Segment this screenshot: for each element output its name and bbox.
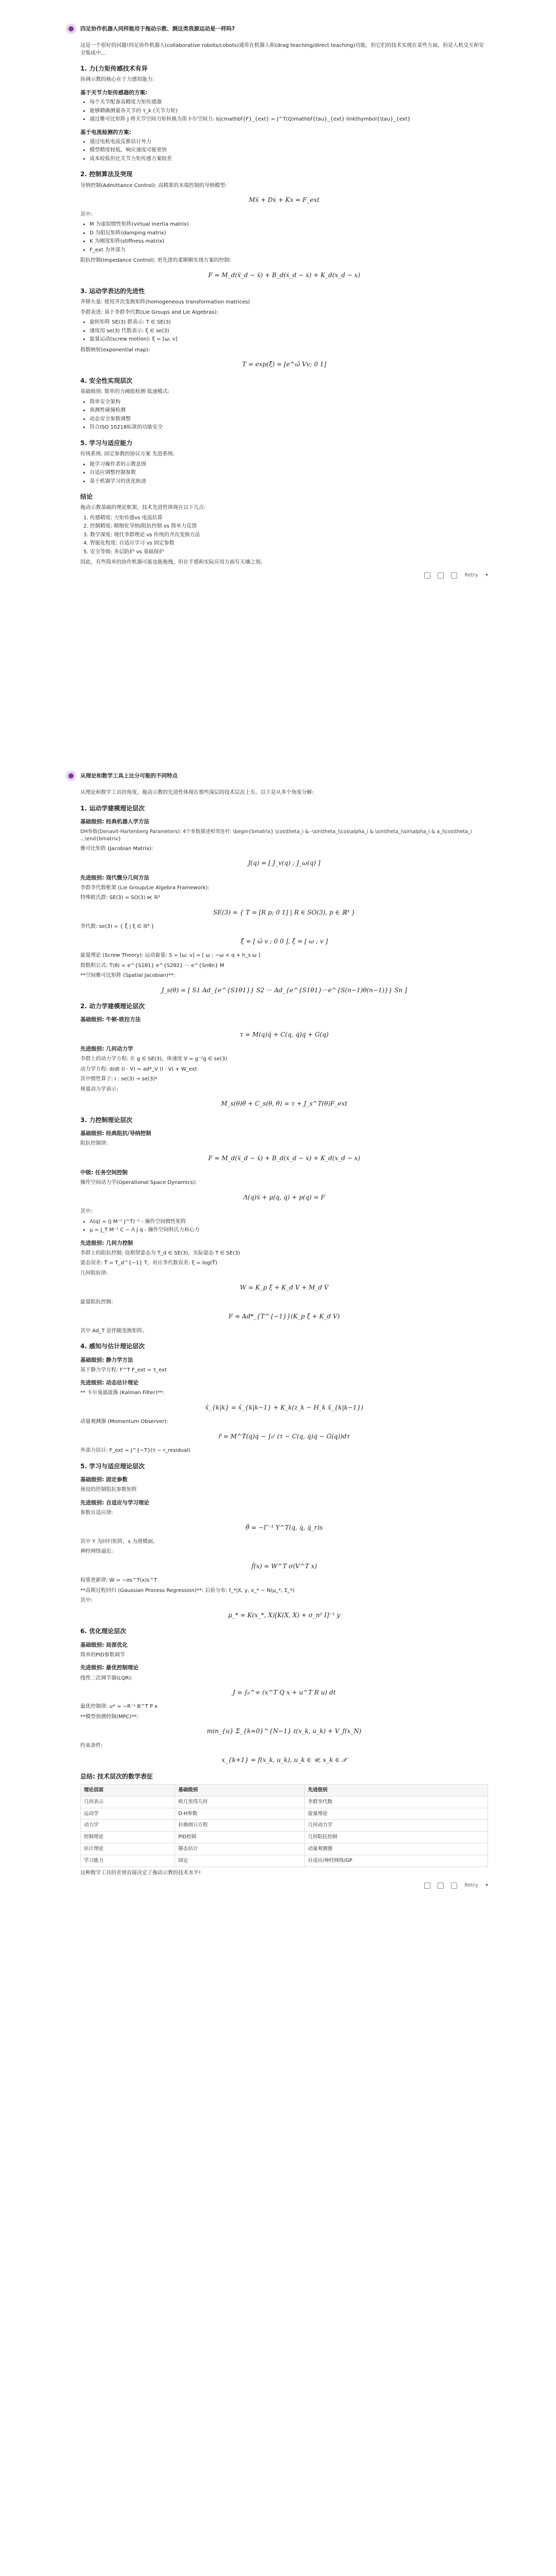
equation: W = K_p ξ + K_d V + M_d V̇	[239, 1284, 329, 1292]
subheading: 基础级别: 固定参数	[80, 1477, 128, 1483]
paragraph: **高斯过程回归 (Gaussian Process Regression)**: 后验分布: f_*|X, y, x_* ~ N(μ_*, Σ_*)	[80, 1587, 295, 1594]
table-cell: 几何动力学	[305, 1820, 488, 1832]
equation: f̂(x) = W^T σ(V^T x)	[251, 1562, 317, 1570]
table-header: 理论层面	[81, 1785, 175, 1797]
thumbs-down-icon[interactable]	[451, 1883, 457, 1889]
list-item: • Λ(q) = (J M⁻¹ J^T)⁻¹ - 操作空间惯性矩阵	[90, 1218, 488, 1226]
paragraph: 其中 Ad_T 是伴随变换矩阵。	[80, 1328, 148, 1334]
message-actions	[80, 572, 488, 580]
user-message-1	[66, 24, 488, 34]
paragraph: 李群上的阻抗控制: 设期望姿态为 T_d ∈ SE(3)，实际姿态 T ∈ SE(3)	[80, 1250, 240, 1256]
table-cell: 几何表示	[81, 1796, 175, 1808]
section-title: 1. 力(力矩传感技术有异	[80, 65, 148, 72]
copy-icon[interactable]	[424, 572, 430, 579]
equation: r̂ = M^T(q)q̇ − ∫₀ᵗ (τ − C(q, q̇)q̇ − G(q))dτ	[218, 1432, 350, 1440]
subheading: 基础级别: 经典阻抗/导纳控制	[80, 1130, 151, 1137]
paragraph: 协调示教的核心在于力感知能力:	[80, 77, 154, 83]
section-title: 结论	[80, 493, 93, 501]
equation: F = Ad*_{T^{−1}}(K_p ξ + K_d V)	[229, 1313, 340, 1320]
table-cell: 静态估计	[175, 1843, 305, 1855]
list-item: • μ = J_T M⁻¹ C − Λ J̇ q̇ - 操作空间科氏力和心力	[90, 1227, 488, 1234]
list-item: • D 为阻尼矩阵(damping matrix)	[90, 230, 488, 238]
paragraph: 其中惯性算子: I : se(3) → se(3)*	[80, 1076, 158, 1082]
chevron-down-icon[interactable]: ▾	[485, 1883, 488, 1888]
paragraph: 指数积公式: T(θ) = e^{S1θ1} e^{S2θ2} ··· e^{Snθn} M	[80, 962, 224, 969]
thumbs-up-icon[interactable]	[438, 572, 444, 579]
bullet-list	[80, 139, 488, 163]
subheading: 基础级别: 牛顿-欧拉方法	[80, 1016, 141, 1023]
subheading: 先进级别: 现代微分几何方法	[80, 874, 149, 881]
paragraph: 线性二次调节器(LQR):	[80, 1675, 133, 1681]
paragraph: 其中:	[80, 1598, 93, 1604]
list-item: • 旋转矩阵 SE(3) 群表示: T ∈ SE(3)	[90, 319, 488, 327]
bullet-list	[80, 399, 488, 432]
equation: θ̂̇ = −Γ⁻¹ Y^T(q, q̇, q̈_r)s	[246, 1523, 323, 1531]
assistant-response-1	[80, 42, 488, 579]
paragraph: 传统系统: 固定参数的协议方案 先进系统:	[80, 451, 175, 457]
paragraph: 导纳控制(Admittance Control): 高精准的末端控制的导纳模型:	[80, 182, 227, 189]
user-question: 四足协作机器人同样能用于拖动示教、测这类我源运动是一样吗?	[80, 26, 235, 32]
table-cell: 动力学	[81, 1820, 175, 1832]
numbered-list	[80, 515, 488, 556]
list-item: • 基于机器学习的优化轨迹	[90, 478, 488, 486]
equation: F = M_d(ẍ_d − ẍ) + B_d(ẋ_d − ẋ) + K_d(x_d − x)	[208, 1154, 360, 1162]
table-cell: 欧几里得几何	[175, 1796, 305, 1808]
bullet-list	[80, 221, 488, 254]
subheading: 先进级别: 最优控制理论	[80, 1665, 138, 1671]
thumbs-up-icon[interactable]	[438, 1883, 444, 1889]
user-message-2	[66, 771, 488, 781]
list-item: • 符合ISO 10218标准的功能安全	[90, 424, 488, 432]
table-header-row	[81, 1785, 488, 1797]
table-header: 先进级别	[305, 1785, 488, 1797]
list-item: 3. 数学深度: 现代李群理论 vs 传统的齐次变换方法	[83, 532, 200, 538]
subheading: 先进级别: 自适应与学习理论	[80, 1499, 149, 1506]
paragraph: 预设的控制阻抗参数矩阵	[80, 1487, 137, 1493]
bullet-list	[80, 319, 488, 344]
table-cell: 拉格朗日方程	[175, 1820, 305, 1832]
paragraph: 齐移矢量: 使用齐次变换矩阵(homogeneous transformation matrices)	[80, 299, 250, 306]
section-title: 4. 安全性实现层次	[80, 377, 133, 384]
paragraph: 指数映射(exponential map):	[80, 347, 150, 353]
paragraph: 因此，有些简单的协作机器可能也能拖拽，但在手感和实际应用方面有天壤之别。	[80, 560, 266, 566]
section-title: 3. 力控制理论层次	[80, 1116, 133, 1124]
paragraph: 简单的PID参数调节	[80, 1652, 125, 1658]
paragraph: 几何阻抗律:	[80, 1270, 108, 1276]
table-cell: PID控制	[175, 1832, 305, 1843]
paragraph: 特殊欧氏群: SE(3) = SO(3) ⋉ ℝ³	[80, 895, 160, 901]
conversation-turn-2	[66, 768, 488, 1890]
user-question: 从理论和数学工具上比分可能的不同特点	[80, 773, 178, 779]
equation: min_{u} Σ_{k=0}^{N−1} ℓ(x_k, u_k) + V_f(x_N)	[206, 1727, 362, 1735]
equation: Mẍ + Dẋ + Kx = F_ext	[249, 196, 320, 204]
section-title: 2. 控制算法及突现	[80, 171, 133, 178]
paragraph: **模型预测控制(MPC)**:	[80, 1714, 138, 1720]
equation: μ_* = K(x_*, X)[K(X, X) + σ_n² I]⁻¹ y	[228, 1611, 340, 1619]
paragraph: ** 卡尔曼滤波器 (Kalman Filter)**:	[80, 1390, 164, 1396]
paragraph: 基础级别: 简单的力阈值检测 低速模式:	[80, 389, 170, 395]
list-item: • M 为虚拟惯性矩阵(virtual inertia matrix)	[90, 221, 488, 229]
paragraph: 其中:	[80, 1209, 93, 1215]
table-cell: 控制理论	[81, 1832, 175, 1843]
list-item: • 能学习操作者的示教意图	[90, 461, 488, 469]
paragraph: 规量动力学表示:	[80, 1086, 118, 1092]
summary-table	[80, 1784, 488, 1867]
table-cell: 固定	[175, 1855, 305, 1867]
subheading: 先进级别: 几何动力学	[80, 1045, 133, 1052]
section-title: 总结: 技术层次的数学表征	[80, 1772, 153, 1780]
paragraph: 李群李代数框架 (Lie Group/Lie Algebra Framework):	[80, 885, 210, 891]
equation: J = ∫₀^∞ (x^T Q x + u^T R u) dt	[232, 1689, 336, 1697]
thumbs-down-icon[interactable]	[451, 572, 457, 579]
user-avatar	[66, 24, 76, 34]
paragraph: 姿态误差: T̃ = T_d^{−1} T，对应李代数误差: ξ = log(T̃)	[80, 1260, 217, 1266]
table-header: 基础级别	[175, 1785, 305, 1797]
paragraph: 神经网络逼近:	[80, 1549, 113, 1555]
table-cell: 学习能力	[81, 1855, 175, 1867]
list-item: 4. 智能化程度: 自适应学习 vs 固定参数	[83, 540, 175, 547]
table-cell: 自适应/神经网络/GP	[305, 1855, 488, 1867]
paragraph: 其中:	[80, 211, 93, 217]
retry-button[interactable]: Retry	[464, 1883, 478, 1888]
list-item: • K 为刚度矩阵(stiffness matrix)	[90, 238, 488, 246]
equation: J_s(θ) = [ S1 Ad_{e^{S1θ1}} S2 ··· Ad_{e^{S1θ1}···e^{S(n−1)θ(n−1)}} Sn ]	[161, 986, 407, 994]
section-title: 5. 学习与适应理论层次	[80, 1462, 145, 1470]
section-title: 2. 动力学建模理论层次	[80, 1002, 145, 1010]
paragraph: 权重更新律: Ẇ = −σs^T(x)s^T	[80, 1578, 158, 1584]
subheading: 基础级别: 经典机器人学方法	[80, 818, 149, 825]
list-item: • 通过雅可比矩阵 J 将关节空间力矩转换为笛卡尔空间力: b|cmathbf{F}_{ext} = J^T(Q)mathbf{tau}_{ext}·linkthymbol{\tau}_{ext}	[90, 116, 488, 124]
table-row	[81, 1855, 488, 1867]
equation: x_{k+1} = f(x_k, u_k), u_k ∈ 𝒰, x_k ∈ 𝒳	[221, 1756, 347, 1764]
table-cell: 旋量理论	[305, 1808, 488, 1820]
list-item: • 能够精确测量各关节的 τ_k (关节力矩)	[90, 108, 488, 115]
list-item: • 速度用 se(3) 代数表示: ξ ∈ se(3)	[90, 328, 488, 335]
paragraph: 基于静力学方程: F^T F_ext = τ_ext	[80, 1367, 167, 1373]
table-row	[81, 1808, 488, 1820]
list-item: 2. 控制精度: 精细化导纳/阻抗控制 vs 简单力反馈	[83, 523, 197, 530]
bullet-list	[80, 99, 488, 124]
table-cell: 运动学	[81, 1808, 175, 1820]
table-cell: 动量观测器	[305, 1843, 488, 1855]
paragraph: 拖动示教基础的理论框架，技术先进性体现在以下几点:	[80, 505, 206, 511]
chevron-down-icon[interactable]: ▾	[485, 572, 488, 578]
list-item: 5. 安全等级: 多层防护 vs 基础保护	[83, 549, 164, 555]
equation: ξ̂ = [ ω̂ v ; 0 0 ], ξ = [ ω ; v ]	[240, 937, 328, 945]
copy-icon[interactable]	[424, 1883, 430, 1889]
table-cell: 几何阻抗控制	[305, 1832, 488, 1843]
subheading: 基础级别: 静力学方法	[80, 1357, 133, 1363]
table-cell: 李群李代数	[305, 1796, 488, 1808]
assistant-response-2	[80, 789, 488, 1890]
equation: F = M_d(ẍ_d − ẍ) + B_d(ẋ_d − ẋ) + K_d(x_d − x)	[208, 271, 360, 279]
paragraph: 动力学方程: d/dt (I · V) = ad*_V (I · V) + W_ext	[80, 1066, 197, 1072]
section-title: 4. 感知与估计理论层次	[80, 1343, 145, 1350]
list-item: • 动态安全参数调整	[90, 416, 488, 423]
paragraph: 阻抗控制律:	[80, 1141, 108, 1147]
subheading: 基础级别: 局部优化	[80, 1641, 128, 1648]
equation: J(q) = [ J_v(q) ; J_ω(q) ]	[248, 859, 321, 867]
paragraph: **空间雅可比矩阵 (Spatial Jacobian)**:	[80, 973, 176, 979]
subheading: 基于关节力矩传感器的方案:	[80, 89, 148, 96]
paragraph: 外部力估计: F_ext = J^{−T}(τ − r_residual)	[80, 1448, 190, 1454]
list-item: • 每个关节配备高精度力矩传感器	[90, 99, 488, 107]
paragraph: 动量观测器 (Momentum Observer):	[80, 1419, 168, 1425]
equation: x̂_{k|k} = x̂_{k|k−1} + K_k(z_k − H_k x̂_{k|k−1})	[205, 1403, 363, 1411]
message-actions	[80, 1882, 488, 1890]
section-title: 3. 运动学表达的先进性	[80, 287, 145, 295]
bullet-list	[80, 1218, 488, 1234]
paragraph: 其中 Y 为回归矩阵，s 为滑模面。	[80, 1538, 158, 1545]
paragraph: 李群上的动力学方程: 在 g ∈ SE(3)，体速度 V = g⁻¹ġ ∈ se(3)	[80, 1056, 228, 1062]
response-intro: 这是一个很好的问题!四足协作机器人(collaborative robots/cobots)通常在机器人和(drag teaching/direct teaching)功能，但它们的技术实现在某些方面，但是人机交互和安全集成中...	[80, 43, 484, 56]
paragraph: 这种数学工具的差别直接决定了拖动示教的技术水平!	[80, 1870, 201, 1876]
list-item: • F_ext 为外部力	[90, 247, 488, 255]
paragraph: 李群表述: 基于李群李代数(Lie Groups and Lie Algebras):	[80, 309, 218, 315]
conversation-turn-1	[66, 21, 488, 579]
equation: T = exp(ξ̂) = [e^ω̂ Vv; 0 1]	[242, 361, 326, 368]
response-intro: 从理论和数学工具的角度，拖动示教的先进性体现在那些深层的技术层次上有。以下是从多个角度分解:	[80, 790, 314, 795]
list-item: • 通过电机电流反推估计外力	[90, 139, 488, 146]
list-item: 1. 传感精度: 力矩传感vs 电流估算	[83, 515, 163, 521]
subheading: 中级: 任务空间控制	[80, 1170, 128, 1176]
list-item: • 预测性碰撞检测	[90, 407, 488, 415]
paragraph: 最优控制律: u* = −R⁻¹ B^T P x	[80, 1704, 158, 1710]
list-item: • 旋量运动(screw motion): ξ = [ω; v]	[90, 336, 488, 344]
table-row	[81, 1820, 488, 1832]
table-row	[81, 1843, 488, 1855]
bullet-list	[80, 461, 488, 486]
table-cell: D-H参数	[175, 1808, 305, 1820]
table-row	[81, 1796, 488, 1808]
subheading: 先进级别: 几何力控制	[80, 1240, 133, 1246]
paragraph: 旋量阻抗控制:	[80, 1299, 113, 1305]
subheading: 基于电流检测的方案:	[80, 129, 131, 135]
user-avatar	[66, 771, 76, 781]
paragraph: 操作空间动力学(Operational Space Dynamics):	[80, 1180, 197, 1186]
section-title: 5. 学习与适应能力	[80, 439, 133, 447]
paragraph: DH参数(Denavit-Hartenberg Parameters): 4个参数描述相邻连杆: \begin{bmatrix} \cos\theta_i & -\sin\theta_i\cos\alpha_i & \sin\theta_i\sin\alpha_i & a_i\cos\theta_i ...\end{bmatrix}	[80, 829, 472, 842]
list-item: • 模型精度较低，响应速度可能更快	[90, 147, 488, 155]
list-item: • 简单安全架构	[90, 399, 488, 406]
paragraph: 旋量理论 (Screw Theory): 运动旋量: S = [ω; v] = [ ω ; −ω × q + h_s ω ]	[80, 953, 260, 959]
paragraph: 阻抗控制(Impedance Control): 更先进的柔顺顺实现方案的控制:	[80, 258, 231, 264]
table-row	[81, 1832, 488, 1843]
section-title: 6. 优化理论层次	[80, 1628, 127, 1635]
equation: M_s(θ)θ̈ + C_s(θ, θ̇) = τ + J_s^T(θ)F_ext	[221, 1100, 348, 1108]
equation: Λ(q)ẍ + μ(q, q̇) + p(q) = F	[243, 1193, 325, 1201]
subheading: 先进级别: 动态估计理论	[80, 1380, 138, 1386]
paragraph: 参数自适应律:	[80, 1510, 113, 1516]
paragraph: 李代数: se(3) = { ξ̂ | ξ ∈ ℝ⁶ }	[80, 924, 154, 930]
paragraph: 雅可比矩阵 (Jacobian Matrix):	[80, 845, 153, 852]
equation: τ = M(q)q̈ + C(q, q̇)q̇ + G(q)	[239, 1030, 329, 1038]
section-title: 1. 运动学建模理论层次	[80, 804, 145, 812]
list-item: • 自适应调整控制参数	[90, 469, 488, 477]
list-item: • 成本较低但比关节力矩传感方案较差	[90, 156, 488, 163]
table-cell: 估计理论	[81, 1843, 175, 1855]
retry-button[interactable]: Retry	[464, 572, 478, 578]
equation: SE(3) = { T = [R p; 0 1] | R ∈ SO(3), p ∈ ℝ³ }	[213, 908, 355, 916]
paragraph: 约束条件:	[80, 1742, 103, 1749]
